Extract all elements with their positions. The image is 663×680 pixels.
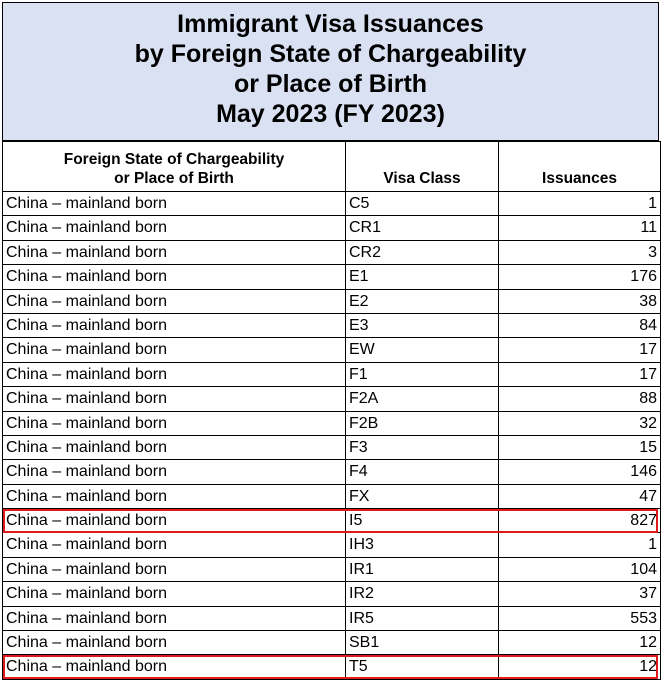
cell-visa-class: IR1 [346, 557, 499, 581]
cell-country: China – mainland born [3, 313, 346, 337]
table-row [3, 289, 661, 313]
cell-issuances: 3 [499, 240, 661, 264]
table-row [3, 655, 661, 679]
cell-issuances: 47 [499, 484, 661, 508]
cell-country: China – mainland born [3, 338, 346, 362]
cell-country: China – mainland born [3, 655, 346, 679]
cell-issuances: 553 [499, 606, 661, 630]
cell-visa-class: FX [346, 484, 499, 508]
table-row [3, 387, 661, 411]
cell-country: China – mainland born [3, 582, 346, 606]
table-body [3, 192, 661, 680]
cell-visa-class: C5 [346, 192, 499, 216]
cell-visa-class: CR1 [346, 216, 499, 240]
cell-visa-class: E2 [346, 289, 499, 313]
cell-country: China – mainland born [3, 460, 346, 484]
table-row [3, 533, 661, 557]
cell-issuances: 84 [499, 313, 661, 337]
cell-country: China – mainland born [3, 533, 346, 557]
cell-country: China – mainland born [3, 435, 346, 459]
cell-issuances: 176 [499, 265, 661, 289]
issuance-table [2, 141, 661, 680]
cell-country: China – mainland born [3, 289, 346, 313]
header-country-line-1: Foreign State of Chargeability [63, 151, 285, 168]
header-row [3, 142, 661, 192]
cell-country: China – mainland born [3, 606, 346, 630]
table-row [3, 362, 661, 386]
table-row [3, 582, 661, 606]
table-row [3, 313, 661, 337]
title-line-2: by Foreign State of Chargeability [134, 40, 527, 68]
table-row [3, 435, 661, 459]
cell-visa-class: E1 [346, 265, 499, 289]
table-row [3, 460, 661, 484]
cell-visa-class: IR2 [346, 582, 499, 606]
cell-visa-class: I5 [346, 509, 499, 533]
cell-issuances: 38 [499, 289, 661, 313]
cell-visa-class: IR5 [346, 606, 499, 630]
table-row [3, 557, 661, 581]
table-row [3, 240, 661, 264]
cell-visa-class: EW [346, 338, 499, 362]
table-row [3, 484, 661, 508]
cell-country: China – mainland born [3, 631, 346, 655]
cell-country: China – mainland born [3, 192, 346, 216]
cell-country: China – mainland born [3, 509, 346, 533]
cell-country: China – mainland born [3, 216, 346, 240]
cell-visa-class: E3 [346, 313, 499, 337]
cell-visa-class: F2A [346, 387, 499, 411]
cell-issuances: 146 [499, 460, 661, 484]
cell-visa-class: SB1 [346, 631, 499, 655]
header-issuances: Issuances [499, 142, 661, 192]
cell-visa-class: CR2 [346, 240, 499, 264]
cell-issuances: 17 [499, 362, 661, 386]
cell-issuances: 17 [499, 338, 661, 362]
cell-visa-class: F2B [346, 411, 499, 435]
cell-issuances: 1 [499, 533, 661, 557]
cell-visa-class: F3 [346, 435, 499, 459]
cell-issuances: 37 [499, 582, 661, 606]
cell-issuances: 15 [499, 435, 661, 459]
header-visa-class: Visa Class [346, 142, 499, 192]
table-row [3, 338, 661, 362]
table-row [3, 411, 661, 435]
cell-country: China – mainland born [3, 484, 346, 508]
cell-issuances: 32 [499, 411, 661, 435]
table-row [3, 265, 661, 289]
table-row [3, 606, 661, 630]
cell-issuances: 827 [499, 509, 661, 533]
table-row [3, 631, 661, 655]
table-row [3, 192, 661, 216]
cell-country: China – mainland born [3, 265, 346, 289]
cell-issuances: 88 [499, 387, 661, 411]
cell-issuances: 104 [499, 557, 661, 581]
header-country [3, 142, 346, 192]
table-row [3, 216, 661, 240]
cell-visa-class: F4 [346, 460, 499, 484]
header-country-line-2: or Place of Birth [114, 170, 234, 187]
cell-visa-class: IH3 [346, 533, 499, 557]
title-line-4: May 2023 (FY 2023) [216, 100, 445, 128]
cell-country: China – mainland born [3, 557, 346, 581]
table-row [3, 509, 661, 533]
title-line-3: or Place of Birth [233, 70, 428, 98]
title-line-1: Immigrant Visa Issuances [177, 10, 484, 38]
cell-issuances: 12 [499, 631, 661, 655]
cell-country: China – mainland born [3, 362, 346, 386]
cell-issuances: 1 [499, 192, 661, 216]
cell-visa-class: F1 [346, 362, 499, 386]
table-title [2, 2, 659, 141]
cell-issuances: 11 [499, 216, 661, 240]
cell-country: China – mainland born [3, 411, 346, 435]
cell-visa-class: T5 [346, 655, 499, 679]
cell-country: China – mainland born [3, 240, 346, 264]
cell-country: China – mainland born [3, 387, 346, 411]
cell-issuances: 12 [499, 655, 661, 679]
